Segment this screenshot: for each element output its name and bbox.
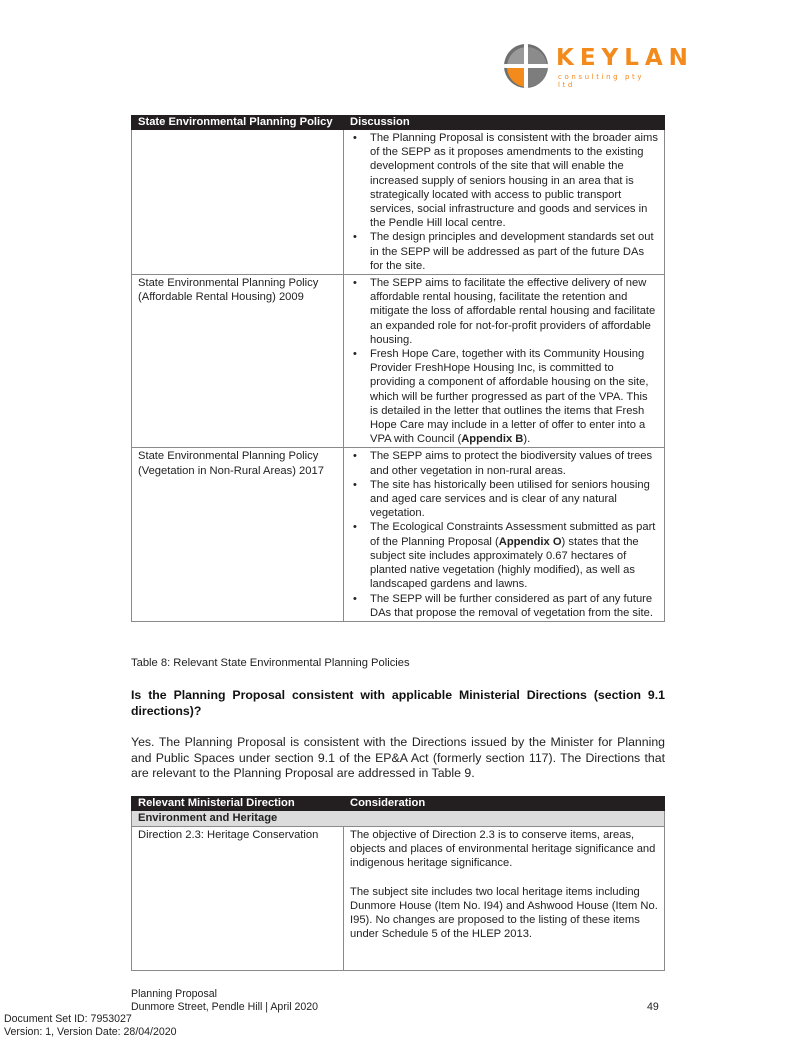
policy-cell: State Environmental Planning Policy (Vegetation in Non-Rural Areas) 2017 bbox=[132, 448, 344, 621]
document-meta bbox=[4, 1013, 177, 1038]
footer-title: Planning Proposal bbox=[131, 988, 318, 1001]
consideration-paragraph: The objective of Direction 2.3 is to conserve items, areas, objects and places of environmental heritage significance and indigenous heritage significance. bbox=[350, 828, 658, 871]
document-set-id: Document Set ID: 7953027 bbox=[4, 1013, 177, 1026]
category-row bbox=[132, 811, 665, 827]
logo-name: KEYLAN bbox=[556, 45, 694, 71]
list-item: • The site has historically been utilised for seniors housing and aged care services and is clear of any natural vegetation. bbox=[350, 478, 658, 521]
page-footer bbox=[131, 988, 318, 1013]
table-header-row bbox=[132, 116, 665, 130]
direction-cell: Direction 2.3: Heritage Conservation bbox=[132, 827, 344, 971]
policy-cell: State Environmental Planning Policy (Affordable Rental Housing) 2009 bbox=[132, 275, 344, 448]
category-label: Environment and Heritage bbox=[132, 811, 665, 827]
table-row bbox=[132, 275, 665, 448]
discussion-cell bbox=[344, 448, 665, 621]
table-row bbox=[132, 448, 665, 621]
header-consideration: Consideration bbox=[344, 797, 665, 811]
table-row bbox=[132, 130, 665, 275]
appendix-o-ref: Appendix O bbox=[499, 536, 562, 548]
keylan-logo-icon bbox=[504, 44, 548, 88]
footer-subtitle: Dunmore Street, Pendle Hill | April 2020 bbox=[131, 1001, 318, 1014]
header-discussion: Discussion bbox=[344, 116, 665, 130]
sepp-table bbox=[131, 115, 665, 622]
table-row bbox=[132, 827, 665, 971]
list-item: • The SEPP will be further considered as part of any future DAs that propose the removal of vegetation from the site. bbox=[350, 592, 658, 620]
list-item: • Fresh Hope Care, together with its Community Housing Provider FreshHope Housing Inc, is committed to providing a component of affordable housing on the site, which will be further progressed as part of the VPA. This is detailed in the letter that outlines the items that Fresh Hope Care may include in a letter of offer to enter into a VPA with Council (Appendix B). bbox=[350, 347, 658, 446]
policy-cell bbox=[132, 130, 344, 275]
directions-table bbox=[131, 796, 665, 971]
header-policy: State Environmental Planning Policy bbox=[132, 116, 344, 130]
list-item: • The design principles and development standards set out in the SEPP will be addressed as part of the future DAs for the site. bbox=[350, 230, 658, 273]
list-item: • The SEPP aims to protect the biodiversity values of trees and other vegetation in non-rural areas. bbox=[350, 449, 658, 477]
keylan-logo bbox=[504, 44, 664, 88]
table-caption: Table 8: Relevant State Environmental Planning Policies bbox=[131, 657, 410, 669]
list-item: • The SEPP aims to facilitate the effective delivery of new affordable rental housing, facilitate the retention and mitigate the loss of affordable rental housing and facilitate an expanded role for not-for-profit providers of affordable housing. bbox=[350, 276, 658, 347]
consideration-cell bbox=[344, 827, 665, 971]
discussion-cell bbox=[344, 275, 665, 448]
document-version: Version: 1, Version Date: 28/04/2020 bbox=[4, 1026, 177, 1038]
page-number: 49 bbox=[647, 1001, 659, 1013]
list-item: • The Ecological Constraints Assessment submitted as part of the Planning Proposal (Appendix O) states that the subject site includes approximately 0.67 hectares of planted native vegetation (highly modified), as well as landscaped gardens and lawns. bbox=[350, 520, 658, 591]
appendix-b-ref: Appendix B bbox=[461, 433, 523, 445]
section-question: Is the Planning Proposal consistent with applicable Ministerial Directions (section 9.1 directions)? bbox=[131, 688, 665, 719]
header-direction: Relevant Ministerial Direction bbox=[132, 797, 344, 811]
table-header-row bbox=[132, 797, 665, 811]
logo-tagline: consulting pty ltd bbox=[558, 73, 664, 89]
section-answer: Yes. The Planning Proposal is consistent with the Directions issued by the Minister for Planning and Public Spaces under section 9.1 of the EP&A Act (formerly section 117). The Directions that are relevant to the Planning Proposal are addressed in Table 9. bbox=[131, 735, 665, 782]
discussion-cell bbox=[344, 130, 665, 275]
consideration-paragraph: The subject site includes two local heritage items including Dunmore House (Item No. I94) and Ashwood House (Item No. I95). No changes are proposed to the listing of these items under Schedule 5 of the HLEP 2013. bbox=[350, 885, 658, 942]
list-item: • The Planning Proposal is consistent with the broader aims of the SEPP as it proposes amendments to the existing development controls of the site that will enable the increased supply of seniors housing in an area that is strategically located with access to public transport services, social infrastructure and goods and services in the Pendle Hill local centre. bbox=[350, 131, 658, 230]
